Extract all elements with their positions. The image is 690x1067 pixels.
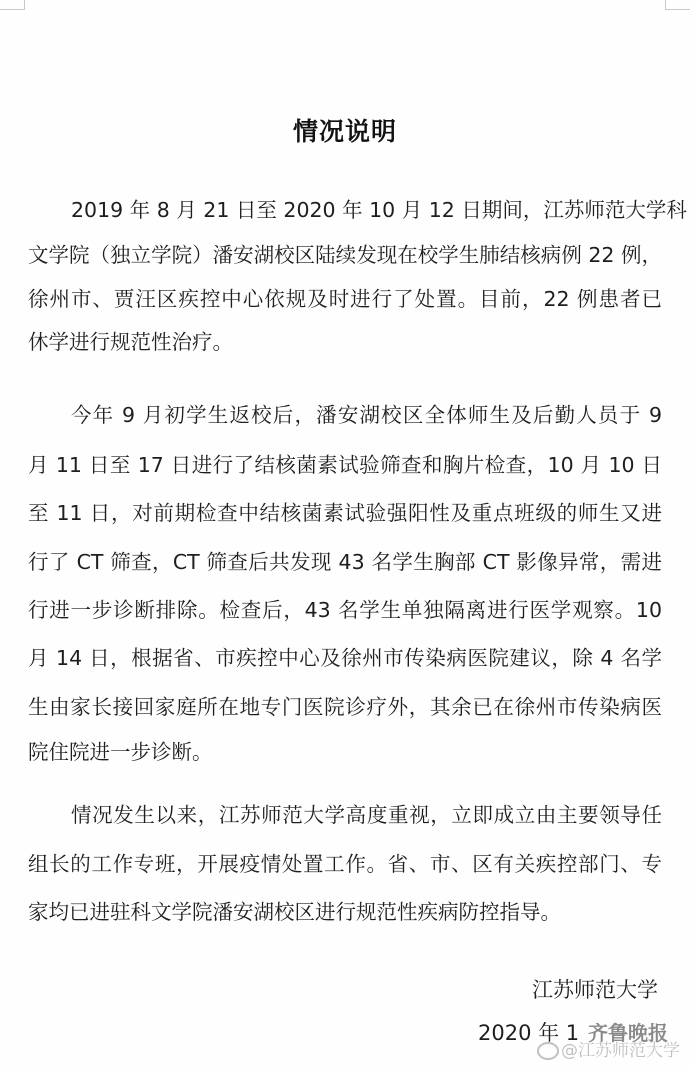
paragraph-2-line-1: 今年 9 月初学生返校后，潘安湖校区全体师生及后勤人员于 9 (71, 403, 662, 427)
paragraph-1-line-1: 2019 年 8 月 21 日至 2020 年 10 月 12 日期间，江苏师范大学科 (71, 198, 687, 222)
paragraph-2-line-3: 至 11 日，对前期检查中结核菌素试验强阳性及重点班级的师生又进 (28, 501, 662, 525)
paragraph-3-line-3: 家均已进驻科文学院潘安湖校区进行规范性疾病防控指导。 (28, 900, 561, 924)
paragraph-2-line-2: 月 11 日至 17 日进行了结核菌素试验筛查和胸片检查，10 月 10 日 (28, 453, 662, 477)
weibo-logo-icon (537, 1042, 559, 1060)
paragraph-2-line-6: 月 14 日，根据省、市疾控中心及徐州市传染病医院建议，除 4 名学 (28, 646, 662, 670)
signature-organization: 江苏师范大学 (532, 978, 658, 1002)
paragraph-2-line-8: 院住院进一步诊断。 (28, 740, 213, 764)
document-title: 情况说明 (292, 117, 397, 146)
paragraph-1-line-2: 文学院（独立学院）潘安湖校区陆续发现在校学生肺结核病例 22 例， (28, 243, 662, 267)
signature-date: 2020 年 1 (478, 1021, 580, 1045)
newspaper-watermark: 齐鲁晚报 (588, 1021, 668, 1045)
weibo-handle: @江苏师范大学 (561, 1041, 680, 1061)
paragraph-2-line-5: 行进一步诊断排除。检查后，43 名学生单独隔离进行医学观察。10 (28, 598, 662, 622)
paragraph-1-line-3: 徐州市、贾汪区疾控中心依规及时进行了处置。目前，22 例患者已 (28, 287, 662, 311)
weibo-watermark (537, 1040, 680, 1062)
paragraph-3-line-2: 组长的工作专班，开展疫情处置工作。省、市、区有关疾控部门、专 (28, 852, 662, 876)
paragraph-2-line-4: 行了 CT 筛查，CT 筛查后共发现 43 名学生胸部 CT 影像异常，需进 (28, 550, 662, 574)
paragraph-2-line-7: 生由家长接回家庭所在地专门医院诊疗外，其余已在徐州市传染病医 (28, 695, 662, 719)
page-corner-mark-top-left (0, 0, 25, 10)
page-corner-mark-top-right (665, 0, 690, 10)
paragraph-3-line-1: 情况发生以来，江苏师范大学高度重视，立即成立由主要领导任 (71, 803, 662, 827)
paragraph-1-line-4: 休学进行规范性治疗。 (28, 330, 233, 354)
